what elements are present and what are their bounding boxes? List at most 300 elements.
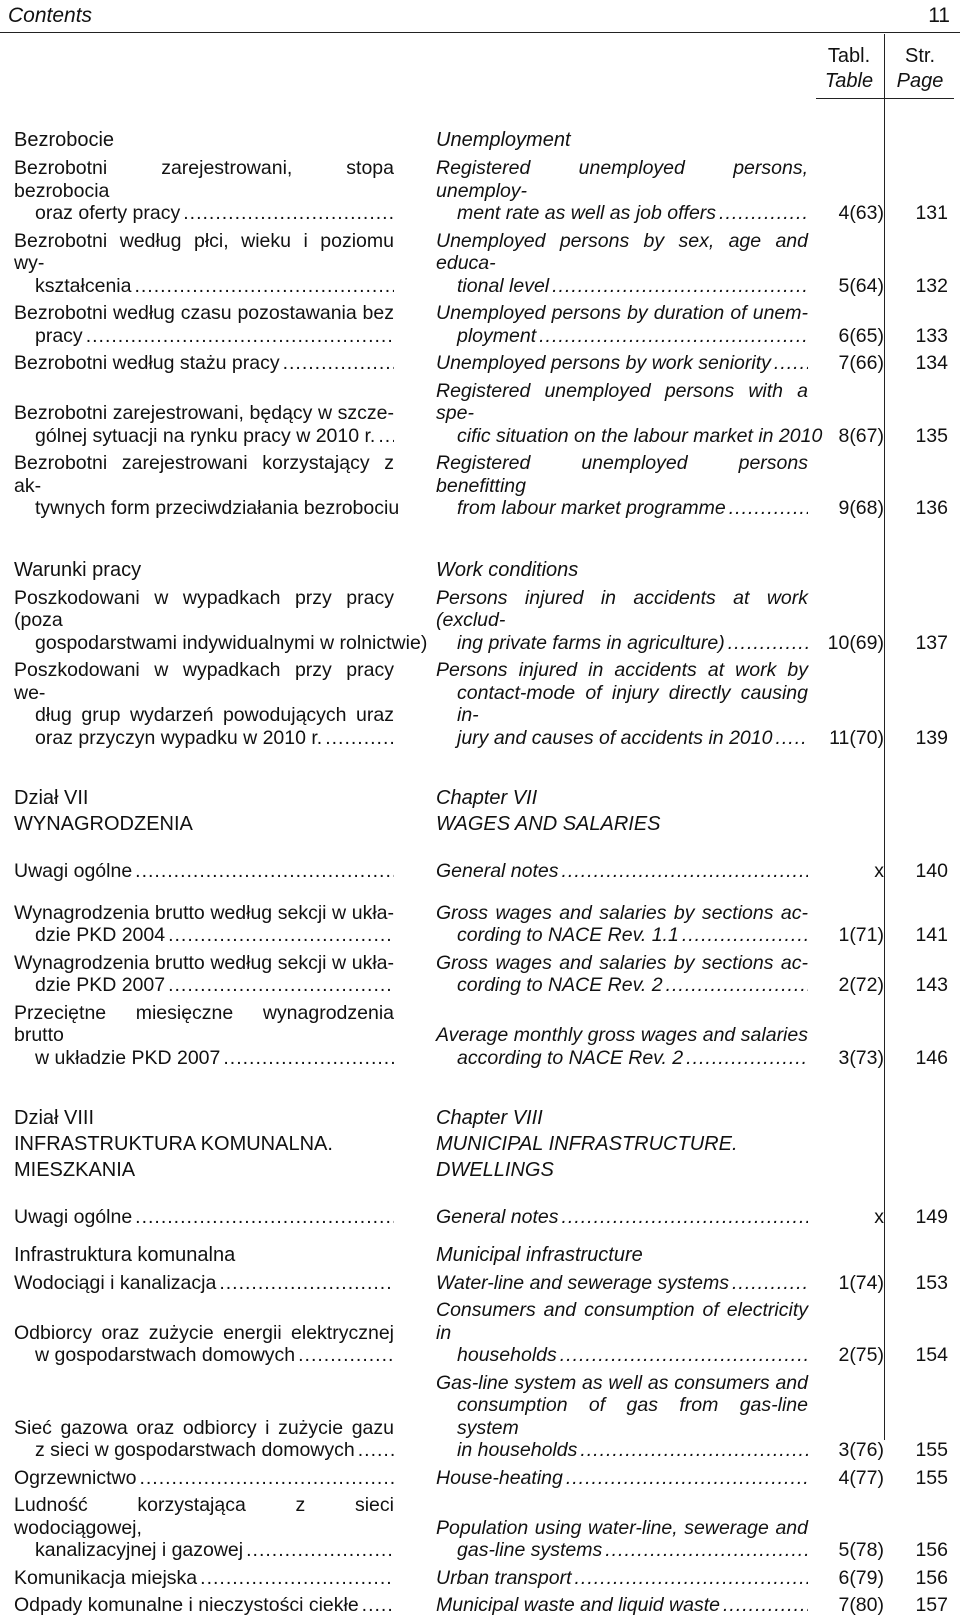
entry-text: Uwagi ogólne <box>14 1206 133 1228</box>
entry-text: Registered unemployed persons with a spe- <box>436 379 808 424</box>
entry-polish <box>14 1272 394 1295</box>
entry-table-number: 11(70) <box>829 726 884 749</box>
entry-text: Municipal waste and liquid waste <box>436 1594 720 1616</box>
leader-dots <box>732 1272 808 1295</box>
entry-english <box>436 379 823 448</box>
toc-entry[interactable] <box>0 860 960 883</box>
entry-line <box>436 157 808 202</box>
column-heading-rule <box>816 98 954 99</box>
leader-dots <box>223 1047 394 1070</box>
toc-entry[interactable] <box>0 587 960 655</box>
entry-page-number: 135 <box>915 424 948 447</box>
entry-text: General notes <box>436 860 559 882</box>
entry-text: consumption of gas from gas-line system <box>457 1394 808 1439</box>
spacer <box>0 837 960 855</box>
entry-polish <box>14 1372 394 1462</box>
page-column-heading-pl: Str. <box>904 45 935 67</box>
entry-table-number: 5(64) <box>838 274 884 297</box>
entry-text: Consumers and consumption of electricity in <box>436 1299 808 1344</box>
entry-table-number: 5(78) <box>838 1539 884 1561</box>
entry-line <box>436 202 808 225</box>
table-column-heading-en: Table <box>824 70 874 92</box>
toc-entry[interactable] <box>0 902 960 947</box>
chapter-title-pl <box>14 785 394 837</box>
entry-line <box>14 924 394 947</box>
entry-text: Gross wages and salaries by sections ac- <box>436 901 808 924</box>
entry-text: from labour market programme <box>457 497 726 519</box>
chapter-title-line: Dział VII <box>14 787 89 809</box>
entry-line <box>14 325 394 348</box>
entry-line <box>14 1467 394 1490</box>
entry-line <box>436 352 808 375</box>
entry-text: tywnych form przeciwdziałania bezrobociu <box>35 497 400 519</box>
entry-table-number: 3(73) <box>838 1046 884 1069</box>
entry-english <box>436 157 808 225</box>
entry-line <box>14 1002 394 1047</box>
entry-text: kształcenia <box>35 274 132 297</box>
entry-page-number: 153 <box>915 1271 948 1294</box>
spacer <box>0 749 960 785</box>
entry-table-number: 7(66) <box>838 352 884 374</box>
entry-polish <box>14 1299 394 1367</box>
entry-page-number: 156 <box>915 1566 948 1589</box>
entry-text: Sieć gazowa oraz odbiorcy i zużycie gazu <box>14 1416 394 1439</box>
chapter-title-row <box>0 1105 960 1183</box>
entry-page-number: 149 <box>915 1206 948 1228</box>
entry-page-number: 131 <box>915 202 948 224</box>
entry-polish <box>14 1002 394 1070</box>
entry-polish <box>14 659 394 749</box>
entry-page-number: 146 <box>915 1046 948 1069</box>
entry-polish <box>14 302 394 347</box>
section-heading-en: Work conditions <box>436 558 579 581</box>
leader-dots <box>246 1539 394 1562</box>
leader-dots <box>562 860 809 883</box>
page-column-heading <box>890 44 950 94</box>
entry-table-number: 4(77) <box>838 1466 884 1489</box>
entry-text: Przeciętne miesięczne wynagrodzenia brutto <box>14 1001 394 1046</box>
leader-dots <box>728 632 808 655</box>
entry-line <box>436 1344 808 1367</box>
entry-line <box>14 157 394 202</box>
entry-line <box>14 1539 394 1562</box>
running-header <box>0 0 960 33</box>
entry-text: Urban transport <box>436 1566 572 1589</box>
entry-line <box>436 659 808 682</box>
entry-english <box>436 587 808 655</box>
entry-polish <box>14 586 428 655</box>
table-of-contents <box>0 128 960 1617</box>
leader-dots <box>729 497 808 520</box>
entry-line <box>436 1467 808 1490</box>
entry-english <box>436 1467 808 1490</box>
entry-polish <box>14 380 394 448</box>
entry-line <box>14 952 394 975</box>
entry-text: Poszkodowani w wypadkach przy pracy (poza <box>14 586 394 631</box>
entry-polish <box>14 452 400 520</box>
leader-dots <box>566 1467 808 1490</box>
entry-english <box>436 452 808 520</box>
entry-table-number: 3(76) <box>838 1439 884 1461</box>
entry-line <box>14 452 394 497</box>
entry-text: gospodarstwami indywidualnymi w rolnictwie) <box>35 631 428 654</box>
entry-table-number: 6(79) <box>838 1566 884 1589</box>
entry-text: ing private farms in agriculture) <box>457 631 725 654</box>
section-heading-pl: Warunki pracy <box>14 558 142 581</box>
entry-text: households <box>457 1344 557 1366</box>
chapter-title-line: Chapter VII <box>436 787 538 809</box>
entry-line <box>436 632 808 655</box>
toc-entry[interactable] <box>0 1372 960 1462</box>
entry-text: oraz przyczyn wypadku w 2010 r. <box>35 726 323 749</box>
chapter-title-line: DWELLINGS <box>436 1159 554 1181</box>
entry-english <box>436 952 808 997</box>
entry-english <box>436 1272 808 1295</box>
entry-line <box>14 659 394 704</box>
leader-dots <box>86 325 394 348</box>
entry-line <box>436 1206 808 1229</box>
entry-text: Bezrobotni zarejestrowani, stopa bezrobocia <box>14 157 394 202</box>
running-header-title: Contents <box>8 4 93 27</box>
toc-entry[interactable] <box>0 952 960 997</box>
leader-dots <box>539 325 808 348</box>
entry-text: Average monthly gross wages and salaries <box>436 1024 808 1046</box>
entry-line <box>436 1517 808 1540</box>
entry-text: cific situation on the labour market in 2010 <box>457 424 823 447</box>
leader-dots <box>283 352 394 375</box>
entry-line <box>436 1567 808 1590</box>
entry-polish <box>14 1494 394 1562</box>
leader-dots <box>605 1539 808 1562</box>
entry-text: gas-line systems <box>457 1539 603 1561</box>
entry-text: Water-line and sewerage systems <box>436 1271 729 1294</box>
leader-dots <box>378 425 394 448</box>
entry-line <box>14 1047 394 1070</box>
table-column-heading <box>818 44 880 94</box>
entry-english <box>436 1206 808 1229</box>
leader-dots <box>560 1344 808 1367</box>
entry-polish <box>14 1567 394 1590</box>
entry-table-number: 9(68) <box>838 497 884 519</box>
heading-row <box>0 1243 960 1267</box>
entry-line <box>436 497 808 520</box>
entry-line <box>14 352 394 375</box>
entry-polish <box>14 1594 394 1617</box>
entry-line <box>436 1439 808 1462</box>
toc-entry[interactable] <box>0 1272 960 1295</box>
leader-dots <box>135 860 394 883</box>
entry-line <box>14 587 394 632</box>
entry-text: General notes <box>436 1206 559 1228</box>
entry-table-number: x <box>874 860 884 882</box>
entry-polish <box>14 157 394 225</box>
chapter-title-pl <box>14 1105 394 1183</box>
entry-line <box>14 1394 394 1417</box>
entry-text: Uwagi ogólne <box>14 860 133 882</box>
entry-line <box>14 902 394 925</box>
section-heading-en: Unemployment <box>436 129 571 151</box>
entry-table-number: 4(63) <box>838 202 884 224</box>
entry-line <box>14 230 394 275</box>
entry-line <box>14 302 394 325</box>
entry-table-number: 2(72) <box>838 974 884 996</box>
toc-entry[interactable] <box>0 1467 960 1490</box>
entry-line <box>436 452 808 497</box>
entry-text: w gospodarstwach domowych <box>35 1344 296 1366</box>
page-column-heading-en: Page <box>896 70 944 92</box>
entry-text: tional level <box>457 274 550 297</box>
entry-text: Unemployed persons by work seniority <box>436 352 771 374</box>
leader-dots <box>562 1206 809 1229</box>
entry-table-number: 2(75) <box>838 1344 884 1366</box>
entry-polish <box>14 230 394 298</box>
toc-entry[interactable] <box>0 1594 960 1617</box>
entry-page-number: 157 <box>915 1594 948 1616</box>
entry-text: Odbiorcy oraz zużycie energii elektrycznej <box>14 1321 394 1344</box>
entry-line <box>436 1047 808 1070</box>
chapter-title-line: WYNAGRODZENIA <box>14 813 193 835</box>
leader-dots <box>719 202 808 225</box>
toc-entry[interactable] <box>0 1002 960 1070</box>
spacer <box>0 1229 960 1243</box>
entry-polish <box>14 952 394 997</box>
entry-line <box>436 924 808 947</box>
leader-dots <box>135 1206 394 1229</box>
entry-english <box>436 1299 808 1367</box>
leader-dots <box>682 924 808 947</box>
entry-line <box>436 860 808 883</box>
spacer <box>0 1069 960 1105</box>
entry-text: w układzie PKD 2007 <box>35 1046 221 1069</box>
entry-table-number: x <box>874 1206 884 1228</box>
entry-text: according to NACE Rev. 2 <box>457 1046 684 1069</box>
entry-polish <box>14 1206 394 1229</box>
entry-text: Bezrobotni według czasu pozostawania bez <box>14 302 394 324</box>
entry-english <box>436 1567 808 1590</box>
leader-dots <box>168 974 394 997</box>
leader-dots <box>325 727 394 750</box>
toc-entry[interactable] <box>0 1494 960 1562</box>
entry-english <box>436 352 808 375</box>
entry-page-number: 140 <box>915 860 948 882</box>
entry-english <box>436 230 808 298</box>
table-column-heading-pl: Tabl. <box>827 45 871 67</box>
entry-text: Wynagrodzenia brutto według sekcji w ukła- <box>14 901 394 924</box>
chapter-title-line: MIESZKANIA <box>14 1159 136 1181</box>
entry-text: House-heating <box>436 1466 563 1489</box>
entry-line <box>436 1272 808 1295</box>
entry-page-number: 132 <box>915 274 948 297</box>
entry-text: Ludność korzystająca z sieci wodociągowej, <box>14 1494 394 1539</box>
toc-entry[interactable] <box>0 230 960 298</box>
entry-text: Komunikacja miejska <box>14 1566 198 1589</box>
entry-text: kanalizacyjnej i gazowej <box>35 1539 244 1561</box>
section-heading-pl: Bezrobocie <box>14 129 115 151</box>
spacer <box>0 1183 960 1201</box>
entry-text: Odpady komunalne i nieczystości ciekłe <box>14 1594 359 1616</box>
entry-line <box>436 682 808 727</box>
entry-page-number: 137 <box>915 631 948 654</box>
entry-line <box>14 974 394 997</box>
leader-dots <box>552 275 808 298</box>
entry-line <box>14 631 428 655</box>
entry-text: Bezrobotni zarejestrowani korzystający z ak- <box>14 452 394 497</box>
entry-english <box>436 1494 808 1562</box>
chapter-title-row <box>0 785 960 837</box>
entry-table-number: 1(71) <box>838 924 884 946</box>
spacer <box>0 520 960 558</box>
chapter-title-en <box>436 785 808 837</box>
entry-line <box>436 974 808 997</box>
entry-text: in households <box>457 1439 578 1461</box>
entry-text: Ogrzewnictwo <box>14 1466 137 1489</box>
entry-page-number: 143 <box>915 974 948 996</box>
entry-page-number: 154 <box>915 1344 948 1366</box>
entry-table-number: 7(80) <box>838 1594 884 1616</box>
entry-text: Population using water-line, sewerage and <box>436 1516 808 1539</box>
toc-entry[interactable] <box>0 352 960 375</box>
entry-line <box>14 1206 394 1229</box>
entry-page-number: 141 <box>915 924 948 946</box>
leader-dots <box>666 974 808 997</box>
entry-text: Registered unemployed persons benefitting <box>436 452 808 497</box>
entry-text: jury and causes of accidents in 2010 <box>457 726 773 749</box>
entry-line <box>436 1594 808 1617</box>
entry-text: Wynagrodzenia brutto według sekcji w ukła- <box>14 951 394 974</box>
entry-line <box>436 952 808 975</box>
entry-polish <box>14 1467 394 1490</box>
entry-text: Poszkodowani w wypadkach przy pracy we- <box>14 659 394 704</box>
entry-line <box>14 402 394 425</box>
toc-entry[interactable] <box>0 380 960 448</box>
leader-dots <box>168 924 394 947</box>
entry-text: dzie PKD 2007 <box>35 974 166 996</box>
entry-text: dług grup wydarzeń powodujących uraz <box>35 704 394 726</box>
chapter-title-en <box>436 1105 808 1183</box>
entry-line <box>436 1539 808 1562</box>
entry-text: Registered unemployed persons, unemploy- <box>436 157 808 202</box>
subsection-heading-pl: Infrastruktura komunalna <box>14 1243 236 1266</box>
leader-dots <box>358 1439 394 1462</box>
entry-line <box>14 425 394 448</box>
entry-text: ment rate as well as job offers <box>457 202 717 224</box>
entry-line <box>436 727 808 750</box>
entry-line <box>436 302 808 325</box>
entry-page-number: 133 <box>915 324 948 347</box>
entry-line <box>436 587 808 632</box>
entry-english <box>436 659 808 749</box>
entry-english <box>436 1594 808 1617</box>
toc-entry[interactable] <box>0 1567 960 1590</box>
leader-dots <box>200 1567 394 1590</box>
entry-line <box>14 1344 394 1367</box>
entry-line <box>14 704 394 727</box>
entry-line <box>436 1372 808 1395</box>
chapter-title-line: Chapter VIII <box>436 1107 543 1129</box>
chapter-title-line: Dział VIII <box>14 1107 95 1129</box>
entry-text: contact-mode of injury directly causing in- <box>457 681 808 726</box>
entry-line <box>14 1272 394 1295</box>
chapter-title-line: WAGES AND SALARIES <box>436 813 661 835</box>
entry-line <box>436 275 808 298</box>
chapter-title-line: MUNICIPAL INFRASTRUCTURE. <box>436 1133 738 1155</box>
chapter-title-line: INFRASTRUKTURA KOMUNALNA. <box>14 1133 333 1155</box>
entry-text: Unemployed persons by duration of unem- <box>436 302 808 324</box>
entry-english <box>436 302 808 347</box>
entry-english <box>436 860 808 883</box>
entry-text: Gas-line system as well as consumers and <box>436 1371 808 1394</box>
entry-page-number: 139 <box>915 726 948 749</box>
toc-entry[interactable] <box>0 157 960 225</box>
entry-page-number: 156 <box>915 1539 948 1561</box>
leader-dots <box>775 727 808 750</box>
running-header-page-number: 11 <box>928 4 950 27</box>
entry-page-number: 136 <box>915 497 948 519</box>
entry-text: oraz oferty pracy <box>35 202 181 224</box>
entry-text: Wodociągi i kanalizacja <box>14 1271 217 1294</box>
entry-line <box>14 727 394 750</box>
entry-polish <box>14 860 394 883</box>
entry-text: dzie PKD 2004 <box>35 924 166 946</box>
leader-dots <box>298 1344 394 1367</box>
entry-text: Bezrobotni według stażu pracy <box>14 352 280 374</box>
toc-entry[interactable] <box>0 452 960 520</box>
entry-table-number: 6(65) <box>838 324 884 347</box>
leader-dots <box>580 1439 808 1462</box>
entry-polish <box>14 902 394 947</box>
entry-line <box>14 275 394 298</box>
toc-entry[interactable] <box>0 1299 960 1367</box>
entry-line <box>436 380 808 425</box>
entry-line <box>14 1439 394 1462</box>
entry-english <box>436 902 808 947</box>
heading-row <box>0 558 960 582</box>
entry-line <box>14 1417 394 1440</box>
leader-dots <box>774 352 808 375</box>
entry-text: Bezrobotni zarejestrowani, będący w szcze- <box>14 402 394 424</box>
entry-line <box>14 1494 394 1539</box>
toc-entry[interactable] <box>0 659 960 749</box>
entry-line <box>436 230 808 275</box>
entry-line <box>14 1594 394 1617</box>
toc-entry[interactable] <box>0 1206 960 1229</box>
entry-page-number: 155 <box>915 1466 948 1489</box>
entry-text: Gross wages and salaries by sections ac- <box>436 951 808 974</box>
entry-table-number: 8(67) <box>838 424 884 447</box>
entry-page-number: 134 <box>915 352 948 374</box>
leader-dots <box>183 202 394 225</box>
subsection-heading-en: Municipal infrastructure <box>436 1243 643 1266</box>
leader-dots <box>574 1567 808 1590</box>
heading-row <box>0 128 960 152</box>
entry-line <box>436 902 808 925</box>
toc-entry[interactable] <box>0 302 960 347</box>
entry-line <box>14 1567 394 1590</box>
leader-dots <box>139 1467 394 1490</box>
entry-english <box>436 1372 808 1462</box>
entry-line <box>14 202 394 225</box>
entry-line <box>14 1322 394 1345</box>
entry-page-number: 155 <box>915 1439 948 1461</box>
leader-dots <box>686 1047 808 1070</box>
entry-text: pracy <box>35 324 83 347</box>
entry-text: ployment <box>457 324 537 347</box>
entry-text: Persons injured in accidents at work by <box>436 659 808 681</box>
entry-line <box>436 325 808 348</box>
entry-text: gólnej sytuacji na rynku pracy w 2010 r. <box>35 424 376 447</box>
entry-text: Persons injured in accidents at work (exclud- <box>436 586 808 631</box>
entry-text: cording to NACE Rev. 2 <box>457 974 663 996</box>
